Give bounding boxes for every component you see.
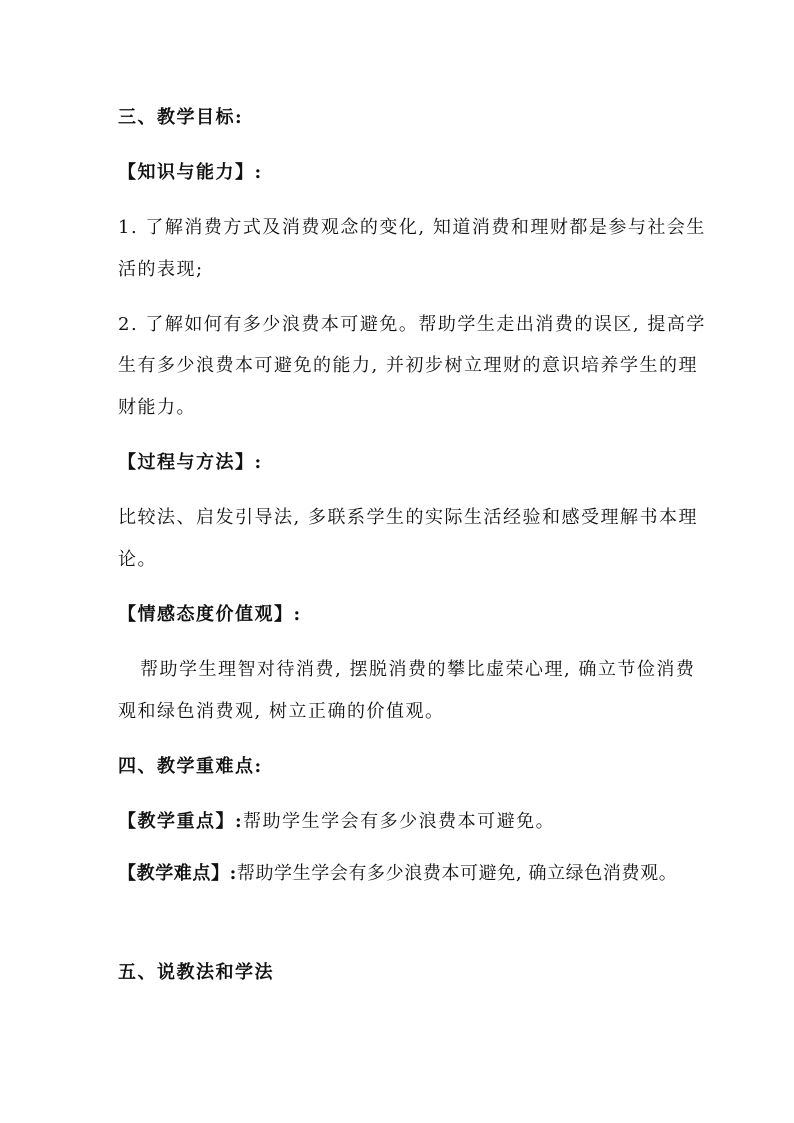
keypoints-heading: 四、教学重难点: [118,756,263,777]
knowledge-item1-line1: 1. 了解消费方式及消费观念的变化, 知道消费和理财都是参与社会生 [118,217,706,238]
knowledge-heading: 【知识与能力】: [118,162,263,183]
emotion-line1: 帮助学生理智对待消费, 摆脱消费的攀比虚荣心理, 确立节俭消费 [140,659,696,680]
methods-heading: 五、说教法和学法 [118,962,274,983]
process-line2: 论。 [118,549,157,570]
difficulty-row [118,862,677,886]
objectives-heading: 三、教学目标: [118,107,244,128]
difficulty-label: 【教学难点】: [118,863,237,884]
key-point-label: 【教学重点】: [118,811,244,832]
key-point-text: 帮助学生学会有多少浪费本可避免。 [243,811,556,832]
knowledge-item1-line2: 活的表现; [118,259,204,280]
knowledge-item2-line1: 2. 了解如何有多少浪费本可避免。帮助学生走出消费的误区, 提高学 [118,314,706,335]
process-line1: 比较法、启发引导法, 多联系学生的实际生活经验和感受理解书本理 [118,507,698,528]
emotion-heading: 【情感态度价值观】: [118,604,302,625]
key-point-row [118,810,555,834]
process-heading: 【过程与方法】: [118,452,263,473]
emotion-line2: 观和绿色消费观, 树立正确的价值观。 [118,701,445,722]
knowledge-item2-line2: 生有多少浪费本可避免的能力, 并初步树立理财的意识培养学生的理 [118,355,698,376]
knowledge-item2-line3: 财能力。 [118,397,196,418]
difficulty-text: 帮助学生学会有多少浪费本可避免, 确立绿色消费观。 [236,863,678,884]
